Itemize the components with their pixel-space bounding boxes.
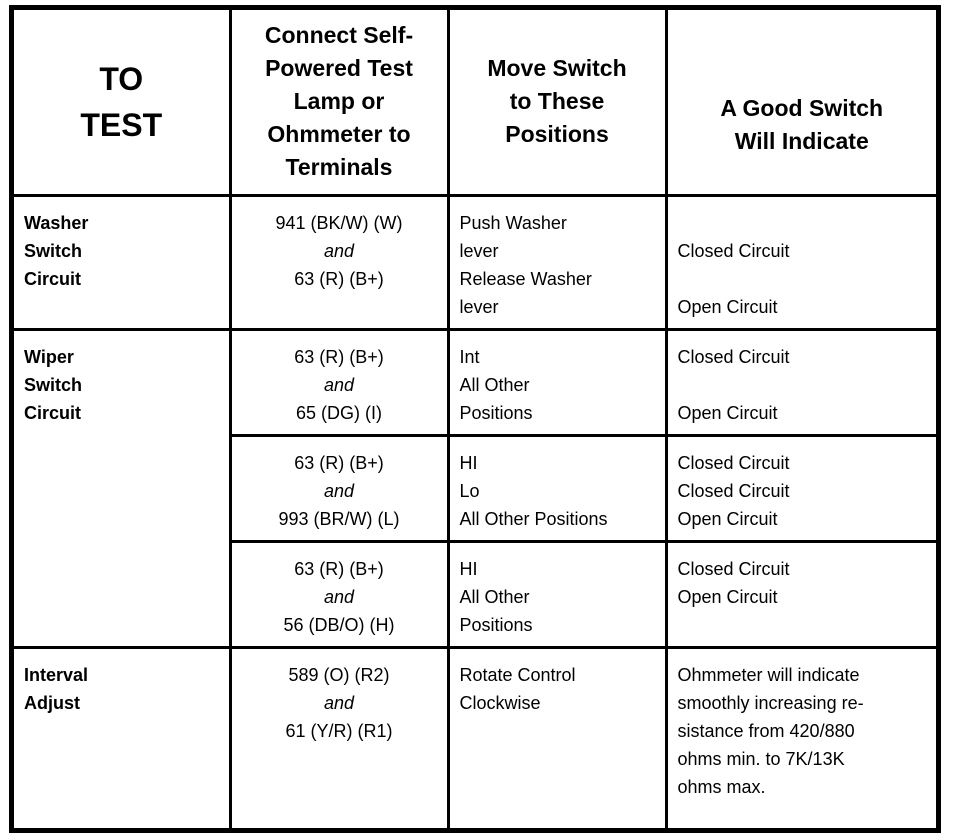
header-row	[14, 10, 936, 195]
table-row-washer	[14, 195, 936, 329]
spacer	[678, 265, 927, 293]
terminals-cell	[230, 195, 448, 329]
label-text: Switch	[24, 374, 83, 395]
terminal-text: 589 (O) (R2)	[288, 664, 390, 685]
result-text: Closed Circuit	[677, 558, 790, 579]
header-text: Will Indicate	[734, 127, 869, 154]
spacer	[678, 371, 927, 399]
header-to-test	[14, 10, 230, 195]
result-text: sistance from 420/880	[677, 720, 855, 741]
position-text: HI	[459, 452, 478, 473]
label-text: Switch	[24, 240, 83, 261]
result-text: Closed Circuit	[677, 346, 790, 367]
results-cell	[666, 435, 936, 541]
header-connect-terminals	[230, 10, 448, 195]
label-text: Wiper	[24, 346, 74, 367]
result-text: smoothly increasing re-	[677, 692, 864, 713]
label-text: Circuit	[24, 268, 82, 289]
terminal-text: 63 (R) (B+)	[294, 558, 384, 579]
and-text: and	[323, 480, 355, 501]
row-label-washer	[14, 195, 230, 329]
terminals-cell	[230, 329, 448, 435]
terminal-text: 56 (DB/O) (H)	[283, 614, 395, 635]
position-text: Push Washer	[459, 212, 567, 233]
row-label-interval	[14, 647, 230, 828]
result-text: Open Circuit	[677, 586, 778, 607]
terminal-text: 993 (BR/W) (L)	[278, 508, 400, 529]
header-text: Powered Test	[265, 55, 413, 82]
result-text: ohms max.	[677, 776, 766, 797]
terminal-text: 65 (DG) (I)	[295, 402, 382, 423]
header-text: TO	[99, 60, 144, 97]
header-text: A Good Switch	[720, 94, 884, 121]
position-text: Clockwise	[459, 692, 541, 713]
and-text: and	[323, 692, 355, 713]
position-text: HI	[459, 558, 478, 579]
position-text: All Other	[459, 586, 530, 607]
terminals-cell	[230, 541, 448, 647]
results-cell	[666, 329, 936, 435]
position-text: All Other	[459, 374, 530, 395]
header-move-switch	[448, 10, 666, 195]
results-cell	[666, 195, 936, 329]
results-cell	[666, 647, 936, 828]
positions-cell	[448, 541, 666, 647]
row-label-wiper	[14, 329, 230, 647]
terminal-text: 63 (R) (B+)	[294, 452, 384, 473]
label-text: Interval	[24, 664, 89, 685]
result-text: Closed Circuit	[677, 480, 790, 501]
position-text: All Other Positions	[459, 508, 608, 529]
header-text: Positions	[505, 121, 609, 148]
switch-test-table-frame	[9, 5, 941, 833]
header-text: Move Switch	[487, 55, 627, 82]
positions-cell	[448, 647, 666, 828]
label-text: Circuit	[24, 402, 82, 423]
terminals-cell	[230, 647, 448, 828]
header-good-switch	[666, 10, 936, 195]
header-text: to These	[509, 88, 605, 115]
position-text: Int	[459, 346, 480, 367]
terminal-text: 63 (R) (B+)	[294, 268, 384, 289]
switch-test-table	[14, 10, 936, 828]
position-text: Rotate Control	[459, 664, 576, 685]
header-text: Ohmmeter to	[267, 121, 411, 148]
position-text: Positions	[459, 402, 533, 423]
and-text: and	[323, 374, 355, 395]
and-text: and	[323, 240, 355, 261]
results-cell	[666, 541, 936, 647]
and-text: and	[323, 586, 355, 607]
result-text: Closed Circuit	[677, 240, 790, 261]
position-text: Lo	[459, 480, 480, 501]
result-text: Open Circuit	[677, 508, 778, 529]
header-text: TEST	[80, 106, 163, 143]
label-text: Adjust	[24, 692, 80, 713]
label-text: Washer	[24, 212, 89, 233]
result-text: Ohmmeter will indicate	[677, 664, 860, 685]
table-row-interval	[14, 647, 936, 828]
position-text: Positions	[459, 614, 533, 635]
result-text: ohms min. to 7K/13K	[677, 748, 845, 769]
positions-cell	[448, 329, 666, 435]
table-row-wiper-1	[14, 329, 936, 435]
result-text: Closed Circuit	[677, 452, 790, 473]
terminal-text: 941 (BK/W) (W)	[275, 212, 403, 233]
positions-cell	[448, 435, 666, 541]
header-text: Connect Self-	[264, 22, 414, 49]
positions-cell	[448, 195, 666, 329]
terminal-text: 63 (R) (B+)	[294, 346, 384, 367]
position-text: Release Washer	[459, 268, 592, 289]
terminal-text: 61 (Y/R) (R1)	[285, 720, 393, 741]
header-text: Lamp or	[293, 88, 385, 115]
position-text: lever	[459, 296, 499, 317]
result-text: Open Circuit	[677, 402, 778, 423]
terminals-cell	[230, 435, 448, 541]
position-text: lever	[459, 240, 499, 261]
result-text: Open Circuit	[677, 296, 778, 317]
header-text: Terminals	[285, 154, 393, 181]
